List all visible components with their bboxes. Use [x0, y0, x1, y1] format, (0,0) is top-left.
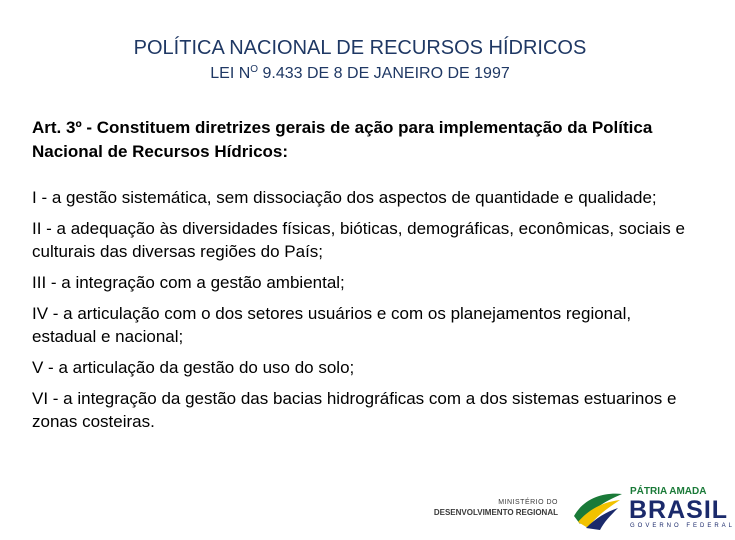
directive-item-1: I - a gestão sistemática, sem dissociação dos aspectos de quantidade e qualidade; [32, 188, 657, 207]
ministry-line-1: MINISTÉRIO DO [498, 499, 558, 506]
gov-subtitle: GOVERNO FEDERAL [630, 523, 735, 529]
directive-item-4: IV - a articulação com o dos setores usuários e com os planejamentos regional, estadual e nacional; [32, 304, 632, 346]
directive-list [32, 186, 692, 441]
directive-item-3: III - a integração com a gestão ambiental; [32, 273, 345, 292]
brazil-flag-icon [570, 486, 626, 530]
law-subtitle-superscript: O [250, 64, 259, 75]
article-heading: Art. 3º - Constituem diretrizes gerais de ação para implementação da Política Nacional de Recursos Hídricos: [32, 118, 653, 161]
gov-name: BRASIL [629, 496, 729, 524]
government-logo [570, 486, 735, 530]
ministry-logo [428, 498, 558, 518]
directive-item-5: V - a articulação da gestão do uso do solo; [32, 358, 355, 377]
law-subtitle-suffix: 9.433 DE 8 DE JANEIRO DE 1997 [258, 65, 510, 82]
page-title: POLÍTICA NACIONAL DE RECURSOS HÍDRICOS [133, 37, 587, 59]
directive-item-6: VI - a integração da gestão das bacias hidrográficas com a dos sistemas estuarinos e zonas costeiras. [32, 389, 677, 431]
gov-tagline: PÁTRIA AMADA [630, 486, 707, 497]
law-subtitle [0, 64, 720, 84]
law-subtitle-prefix: LEI N [210, 65, 251, 82]
directive-item-2: II - a adequação às diversidades físicas, bióticas, demográficas, econômicas, sociais e culturais das diversas regiões do País; [32, 219, 685, 261]
ministry-line-2: DESENVOLVIMENTO REGIONAL [433, 508, 558, 517]
